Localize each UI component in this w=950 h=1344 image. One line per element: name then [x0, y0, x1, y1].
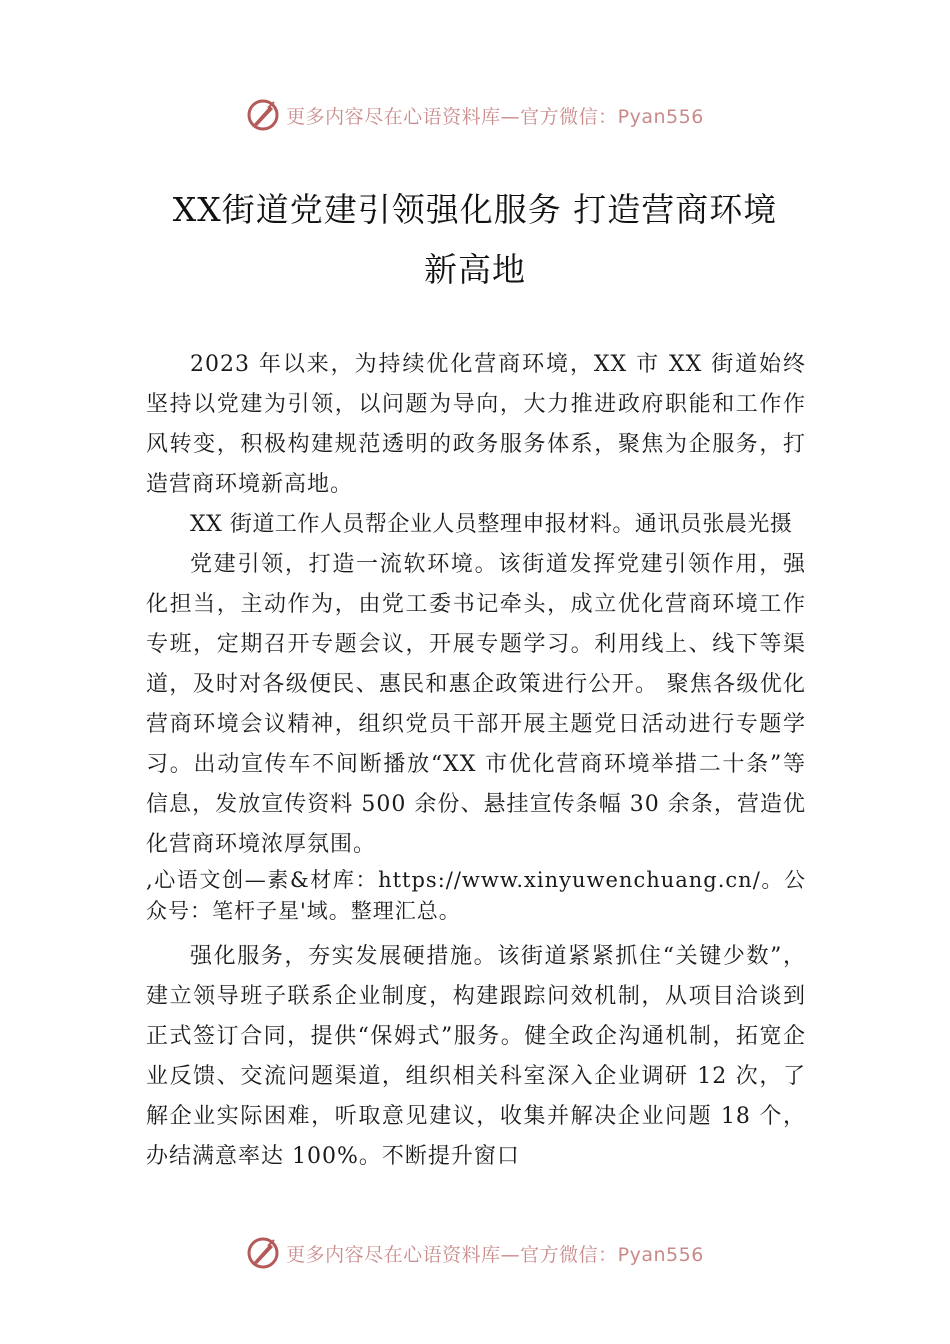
quill-logo-icon: [246, 98, 280, 132]
document-body: [146, 345, 806, 1177]
quill-logo-icon: [246, 1236, 280, 1270]
watermark-text: 更多内容尽在心语资料库—官方微信：Pyan556: [286, 105, 704, 128]
paragraph-source-note: ,心语文创—素&材库：https://www.xinyuwenchuang.cn/。公众号：笔杆子星'域。整理汇总。: [146, 868, 806, 923]
document-title: [140, 180, 810, 300]
paragraph-strengthen-service: 强化服务，夯实发展硬措施。该街道紧紧抓住“关键少数”，建立领导班子联系企业制度，构建跟踪问效机制，从项目洽谈到正式签订合同，提供“保姆式”服务。健全政企沟通机制，拓宽企业反馈、交流问题渠道，组织相关科室深入企业调研 12 次，了解企业实际困难，听取意见建议，收集并解决企业问题 18 个，办结满意率达 100%。不断提升窗口: [146, 944, 806, 1169]
paragraph-party-building: 党建引领，打造一流软环境。该街道发挥党建引领作用，强化担当，主动作为，由党工委书记牵头，成立优化营商环境工作专班，定期召开专题会议，开展专题学习。利用线上、线下等渠道，及时对各级便民、惠民和惠企政策进行公开。 聚焦各级优化营商环境会议精神，组织党员干部开展主题党日活动进行专题学习。出动宣传车不间断播放“XX 市优化营商环境举措二十条”等信息，发放宣传资料 500 余份、悬挂宣传条幅 30 余条，营造优化营商环境浓厚氛围。: [146, 552, 806, 857]
title-line-2: 新高地: [424, 250, 526, 289]
paragraph-intro: 2023 年以来，为持续优化营商环境，XX 市 XX 街道始终坚持以党建为引领，以问题为导向，大力推进政府职能和工作作风转变，积极构建规范透明的政务服务体系，聚焦为企服务，打造营商环境新高地。: [146, 352, 806, 497]
header-watermark-banner: [0, 95, 950, 135]
paragraph-photo-caption: XX 街道工作人员帮企业人员整理申报材料。通讯员张晨光摄: [190, 512, 793, 537]
footer-watermark-banner: [0, 1233, 950, 1273]
watermark-text: 更多内容尽在心语资料库—官方微信：Pyan556: [286, 1243, 704, 1266]
title-line-1: XX街道党建引领强化服务 打造营商环境: [172, 190, 778, 229]
